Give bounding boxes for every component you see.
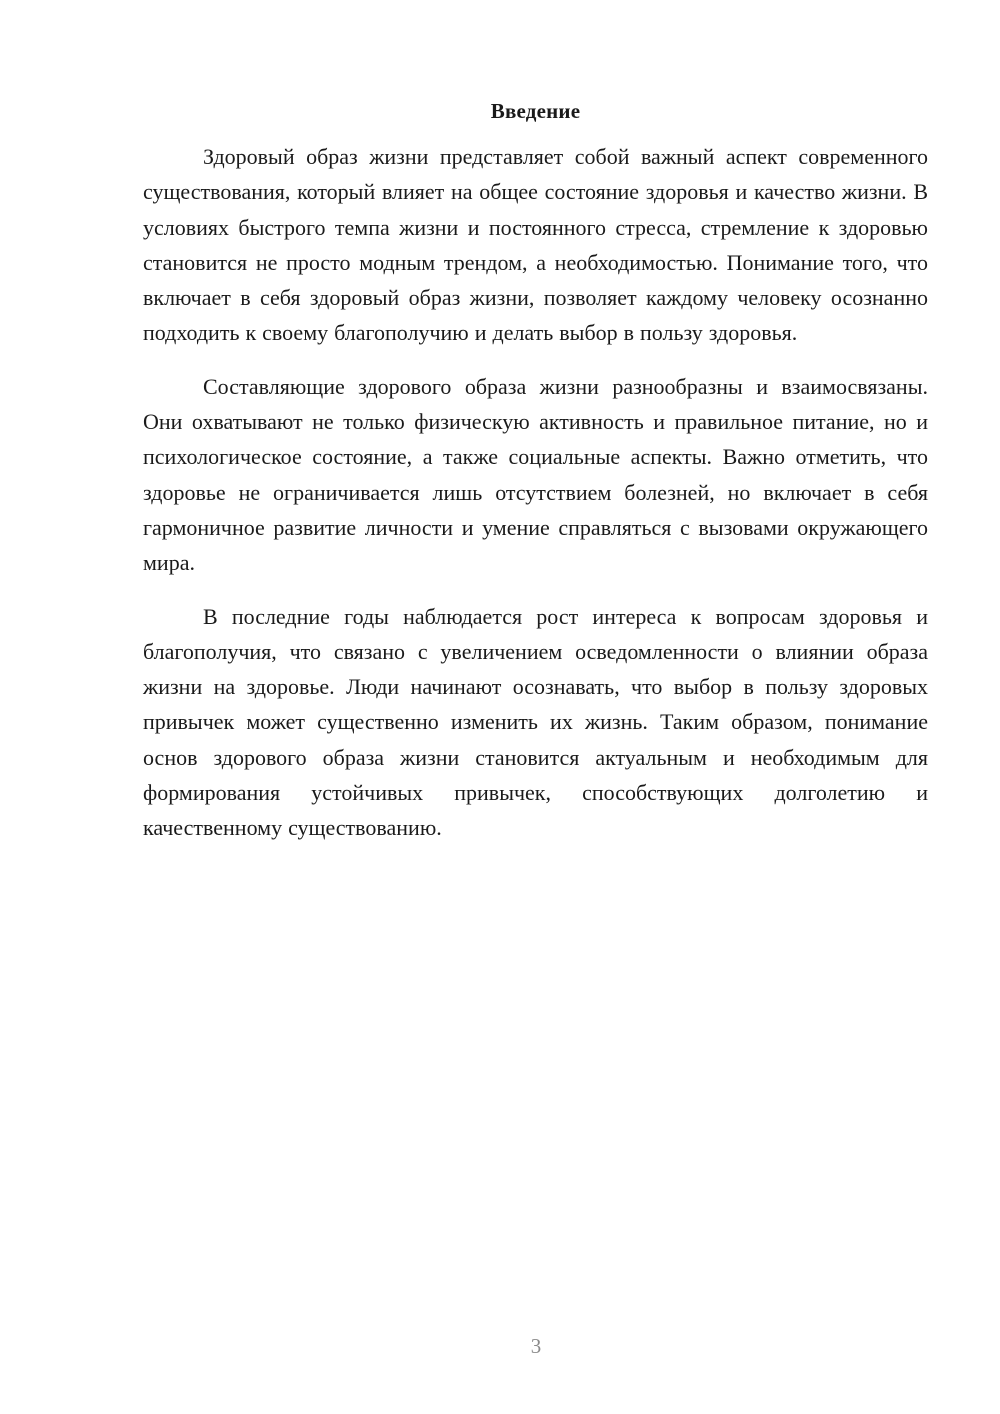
page-number: 3 (530, 1334, 542, 1358)
page-number-footer (0, 1333, 1000, 1359)
paragraph-1: Здоровый образ жизни представляет собой важный аспект современного существования, который влияет на общее состояние здоровья и качество жизни. В условиях быстрого темпа жизни и постоянного стресса, стремление к здоровью становится не просто модным трендом, а необходимостью. Понимание того, что включает в себя здоровый образ жизни, позволяет каждому человеку осознанно подходить к своему благополучию и делать выбор в пользу здоровья. (143, 144, 928, 346)
section-heading: Введение (490, 99, 581, 123)
paragraph-3: В последние годы наблюдается рост интереса к вопросам здоровья и благополучия, что связано с увеличением осведомленности о влиянии образа жизни на здоровье. Люди начинают осознавать, что выбор в пользу здоровых привычек может существенно изменить их жизнь. Таким образом, понимание основ здорового образа жизни становится актуальным и необходимым для формирования устойчивых привычек, способствующих долголетию и качественному существованию. (143, 603, 928, 841)
paragraph-2: Составляющие здорового образа жизни разнообразны и взаимосвязаны. Они охватывают не только физическую активность и правильное питание, но и психологическое состояние, а также социальные аспекты. Важно отметить, что здоровье не ограничивается лишь отсутствием болезней, но включает в себя гармоничное развитие личности и умение справляться с вызовами окружающего мира. (143, 373, 928, 576)
page-content (143, 96, 928, 846)
